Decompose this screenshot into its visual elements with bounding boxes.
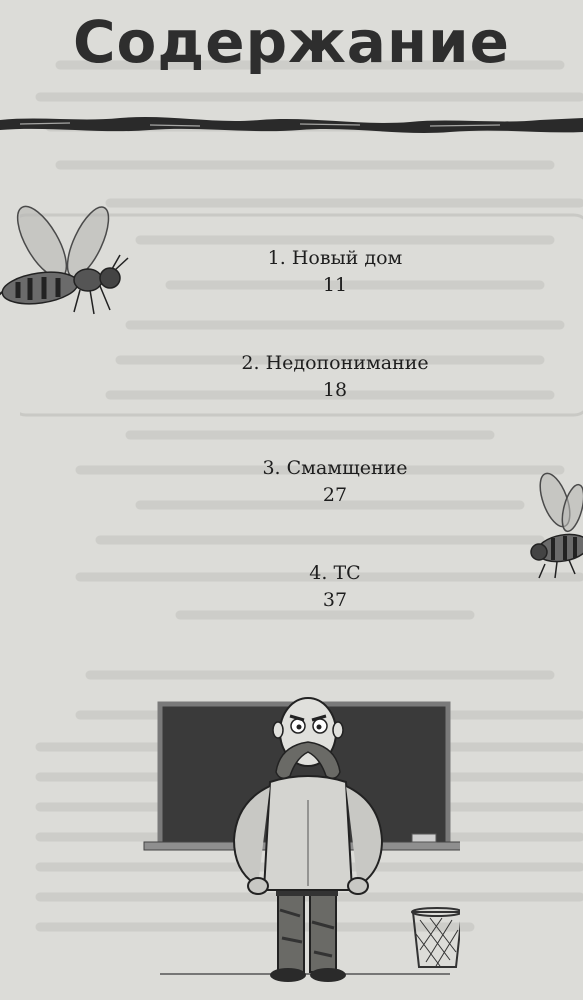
toc-entry-page: 11 <box>322 274 348 296</box>
table-of-contents <box>120 245 550 665</box>
page-title: Содержание <box>72 8 510 76</box>
toc-entry-title <box>120 560 550 586</box>
toc-entry-title <box>120 455 550 481</box>
toc-entry-title <box>120 245 550 271</box>
toc-entry-number: 3. <box>262 457 281 479</box>
toc-entry-title <box>120 350 550 376</box>
toc-entry-name: ТС <box>333 562 361 584</box>
toc-entry-page: 18 <box>322 379 348 401</box>
toc-entry[interactable] <box>120 245 550 350</box>
toc-entry[interactable] <box>120 455 550 560</box>
toc-entry-name: Новый дом <box>291 247 403 269</box>
brush-stroke-divider <box>0 112 583 140</box>
teacher-chalkboard-illustration <box>130 690 460 990</box>
toc-entry[interactable] <box>120 350 550 455</box>
toc-entry-number: 2. <box>241 352 260 374</box>
toc-entry-name: Смамщение <box>286 457 408 479</box>
toc-entry[interactable] <box>120 560 550 665</box>
toc-entry-name: Недопонимание <box>265 352 429 374</box>
toc-entry-number: 1. <box>267 247 286 269</box>
toc-entry-number: 4. <box>309 562 328 584</box>
bee-icon <box>0 200 135 325</box>
toc-entry-page: 37 <box>322 589 348 611</box>
toc-entry-page: 27 <box>322 484 348 506</box>
